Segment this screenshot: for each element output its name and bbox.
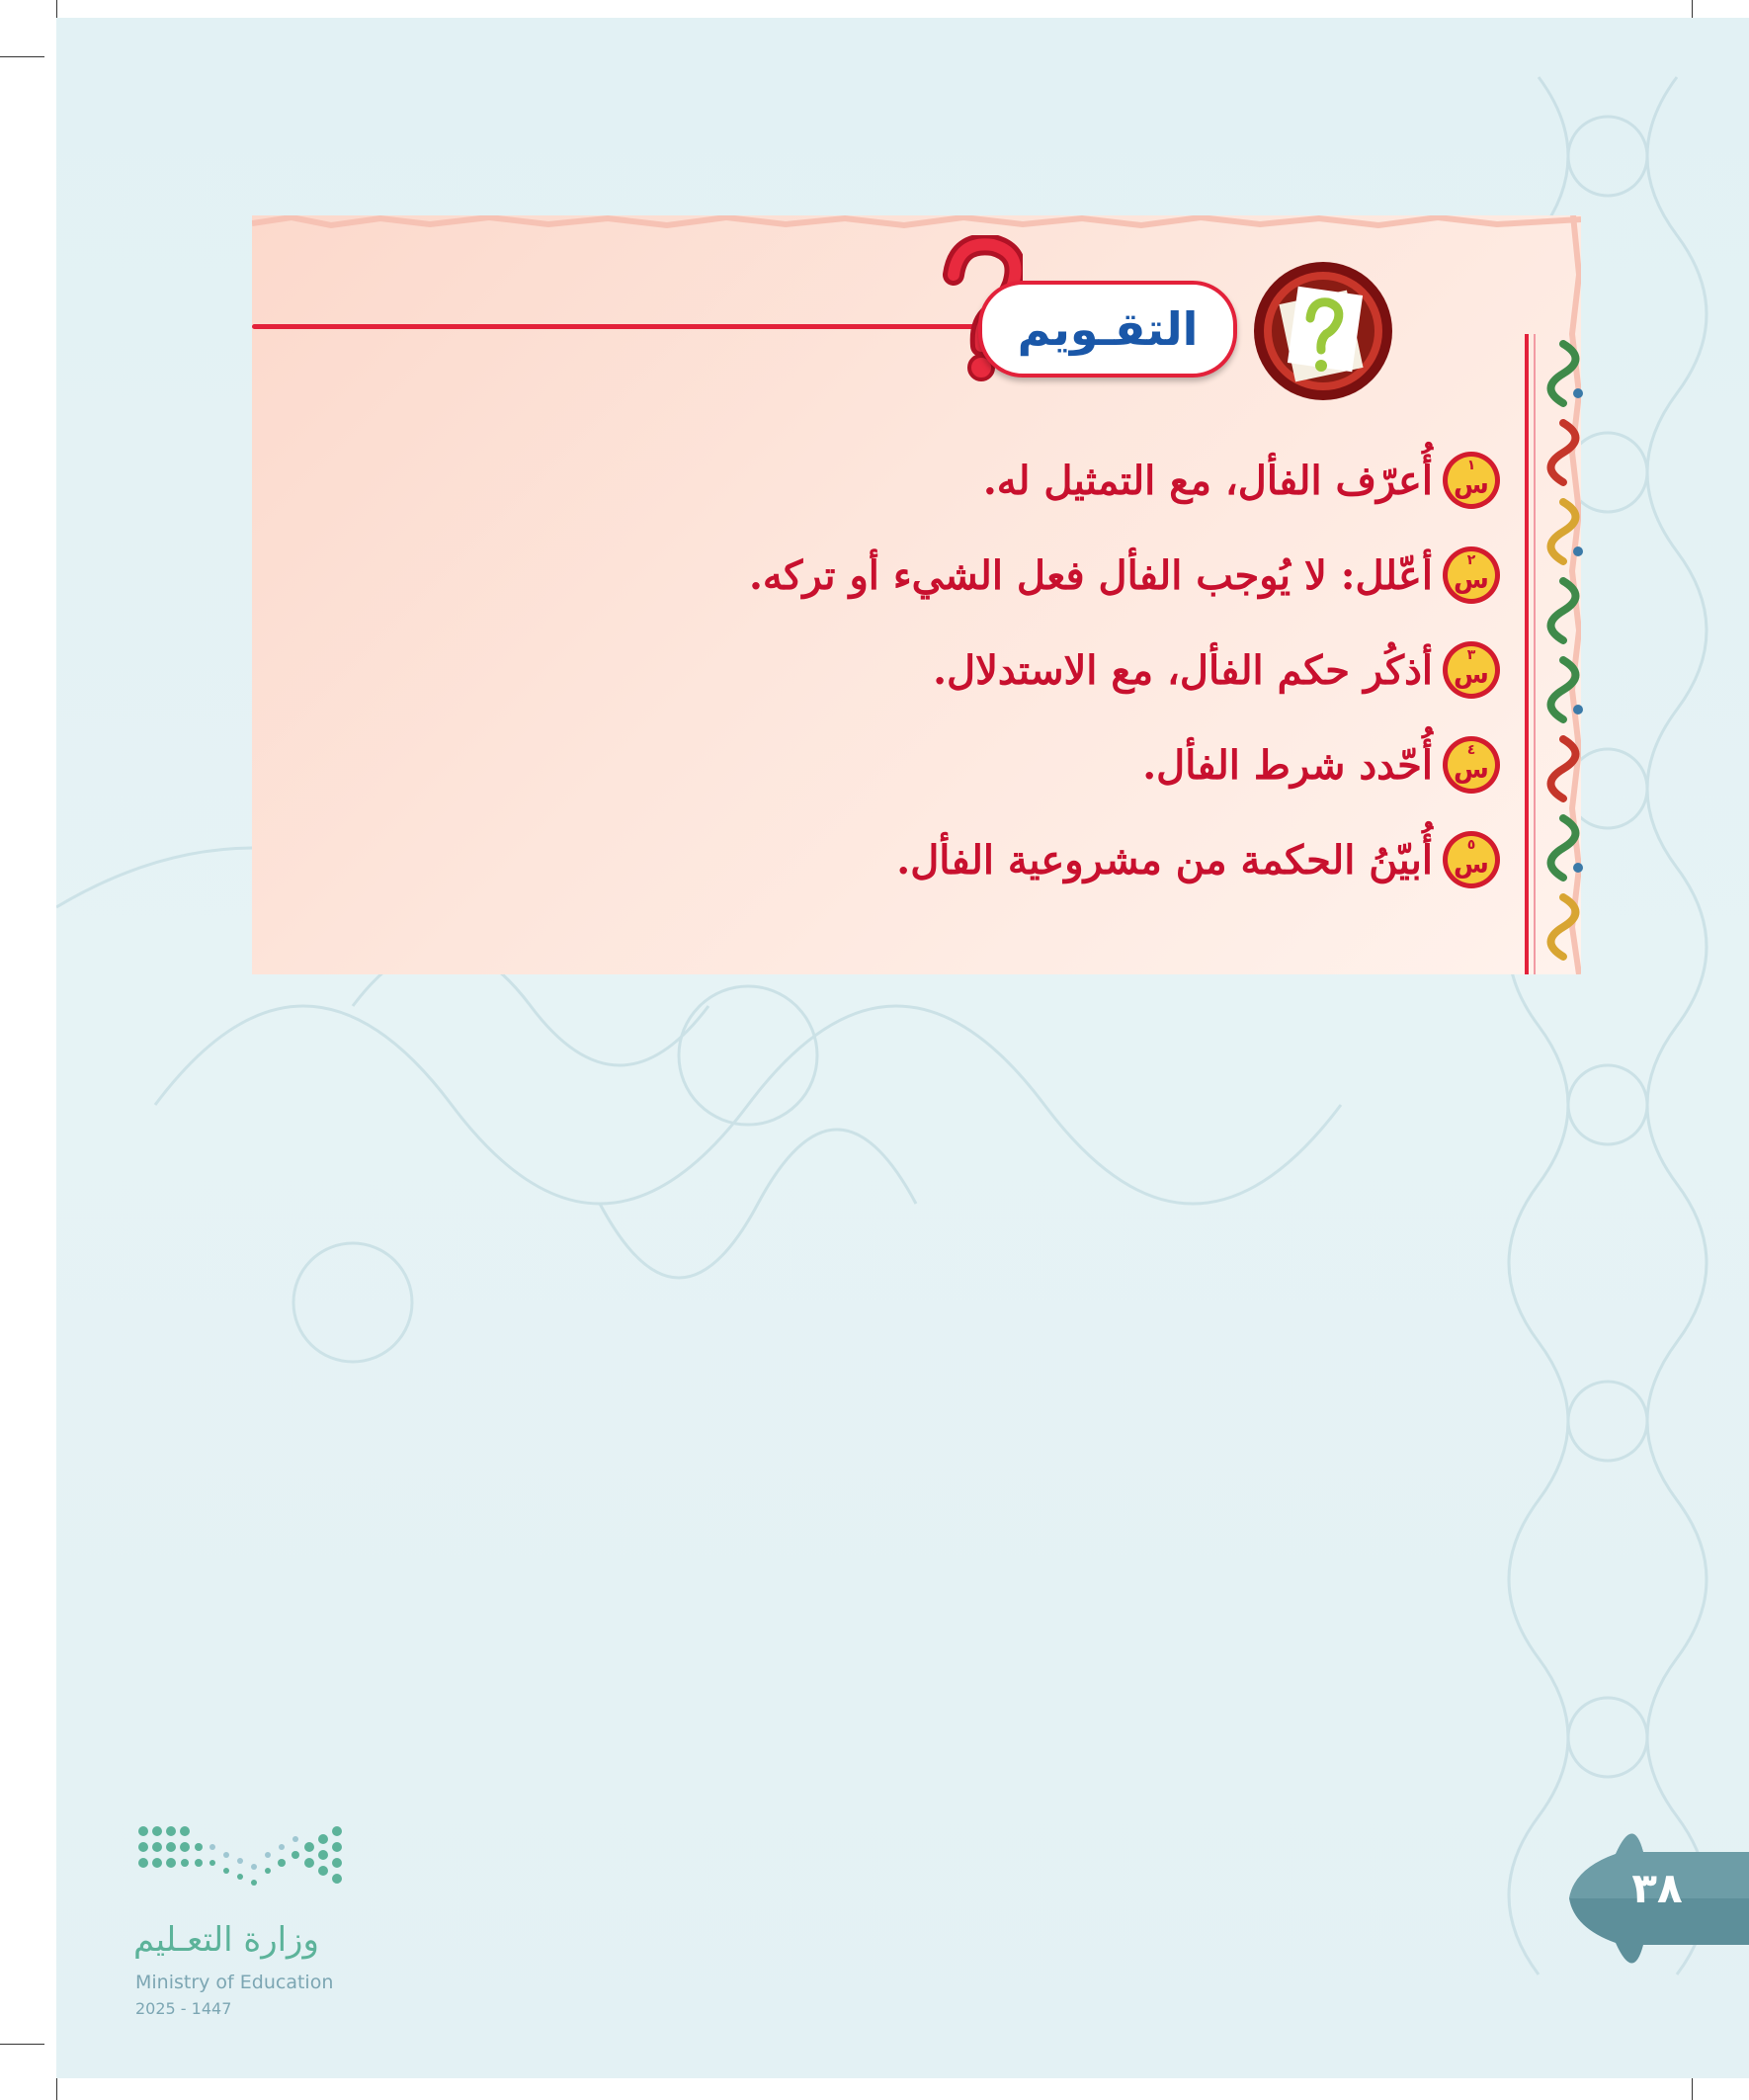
question-badge-letter: س	[1454, 850, 1489, 880]
question-badge-letter: س	[1454, 470, 1489, 500]
question-number: ٥	[1466, 837, 1476, 853]
question-text: أعّلل: لا يُوجب الفأل فعل الشيء أو تركه.	[748, 551, 1433, 599]
section-title: التقـويم	[1017, 302, 1199, 356]
question-item	[292, 717, 1502, 812]
crop-mark	[0, 2044, 44, 2045]
question-item	[292, 812, 1502, 907]
question-number-badge	[1441, 734, 1502, 796]
question-badge-letter: س	[1454, 755, 1489, 785]
question-text: أُبيّنُ الحكمة من مشروعية الفأل.	[896, 836, 1433, 883]
question-text: أُعرّف الفأل، مع التمثيل له.	[982, 457, 1433, 504]
page-number: ٣٨	[1631, 1864, 1683, 1912]
section-title-badge	[978, 281, 1237, 378]
question-number-badge	[1441, 639, 1502, 701]
crop-mark	[0, 56, 44, 57]
question-badge-letter: س	[1454, 565, 1489, 595]
question-number-badge	[1441, 545, 1502, 606]
question-item	[292, 528, 1502, 623]
title-underline	[252, 324, 983, 329]
question-number: ١	[1466, 458, 1476, 473]
textbook-page	[56, 18, 1749, 2078]
question-number-badge	[1441, 829, 1502, 890]
question-number-badge	[1441, 450, 1502, 511]
question-text: أذكُر حكم الفأل، مع الاستدلال.	[933, 646, 1433, 694]
ministry-year: 2025 - 1447	[135, 1999, 232, 2018]
question-item	[292, 433, 1502, 528]
evaluation-section	[252, 215, 1581, 974]
ministry-name-english: Ministry of Education	[135, 1972, 334, 1993]
vine-border-ornament	[1519, 334, 1593, 974]
ministry-name-arabic: وزارة التعـليم	[133, 1920, 319, 1960]
question-item	[292, 623, 1502, 717]
question-number: ٤	[1466, 742, 1476, 758]
ministry-dots-icon	[135, 1821, 353, 1900]
questions-list	[292, 433, 1502, 907]
question-badge-letter: س	[1454, 660, 1489, 690]
ministry-logo	[96, 1821, 353, 2029]
question-number: ٢	[1466, 552, 1476, 568]
question-emblem-icon	[1249, 257, 1397, 405]
question-text: أُحّدد شرط الفأل.	[1142, 741, 1433, 789]
question-number: ٣	[1466, 647, 1476, 663]
